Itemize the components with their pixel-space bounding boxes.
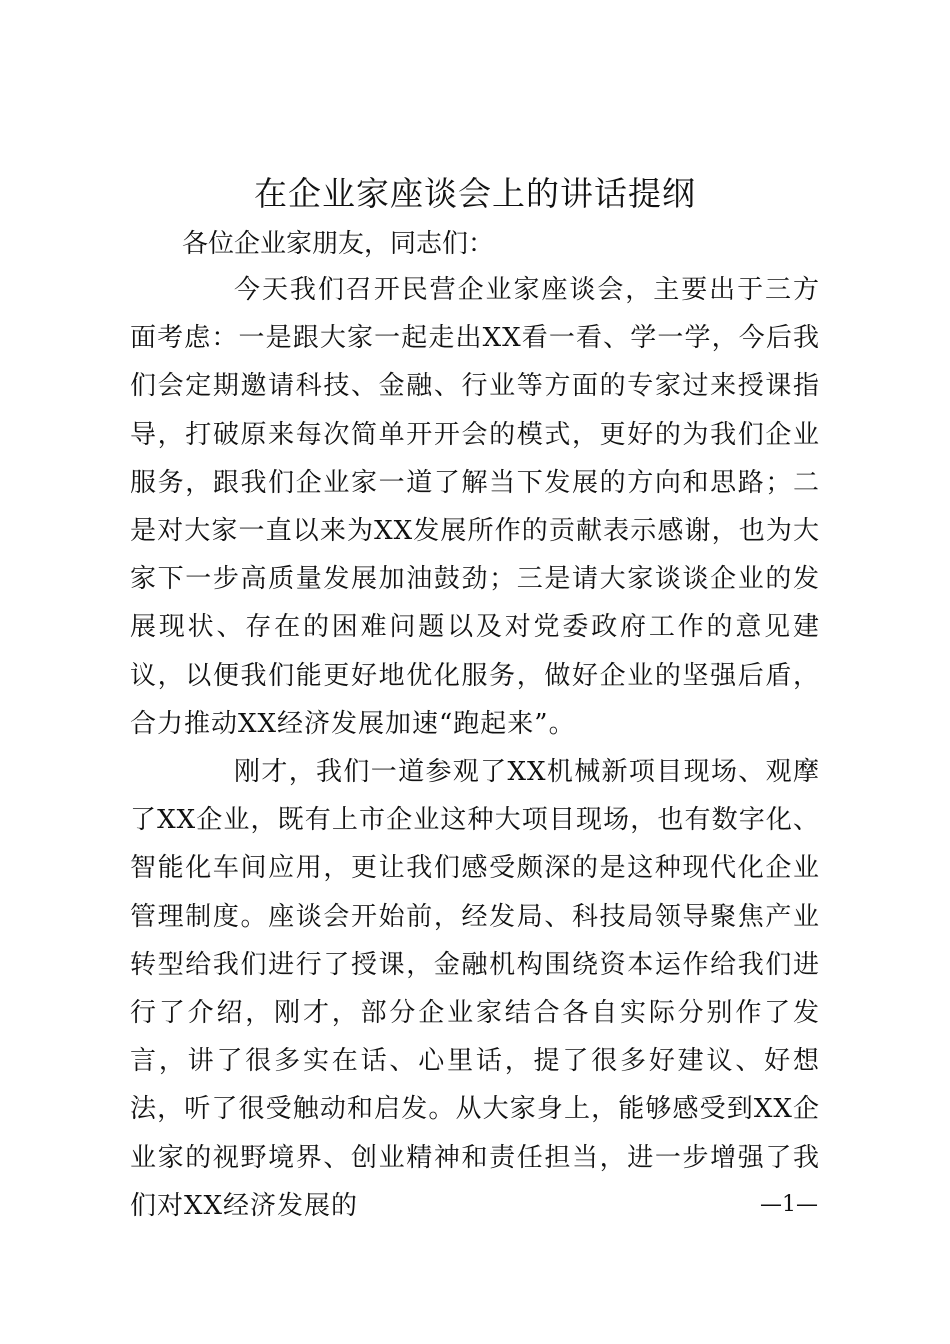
document-title: 在企业家座谈会上的讲话提纲 (254, 174, 696, 213)
paragraph-2: 刚才，我们一道参观了XX机械新项目现场、观摩了XX企业，既有上市企业这种大项目现场，也有数字化、智能化车间应用，更让我们感受颇深的是这种现代化企业管理制度。座谈会开始前，经发局、科技局领导聚焦产业转型给我们进行了授课，金融机构围绕资本运作给我们进行了介绍，刚才，部分企业家结合各自实际分别作了发言，讲了很多实在话、心里话，提了很多好建议、好想法，听了很受触动和启发。从大家身上，能够感受到XX企业家的视野境界、创业精神和责任担当，进一步增强了我们对XX经济发展的 (130, 757, 820, 1221)
document-body (130, 266, 820, 1230)
paragraph-1: 今天我们召开民营企业家座谈会，主要出于三方面考虑：一是跟大家一起走出XX看一看、学一学，今后我们会定期邀请科技、金融、行业等方面的专家过来授课指导，打破原来每次简单开开会的模式，更好的为我们企业服务，跟我们企业家一道了解当下发展的方向和思路；二是对大家一直以来为XX发展所作的贡献表示感谢，也为大家下一步高质量发展加油鼓劲；三是请大家谈谈企业的发展现状、存在的困难问题以及对党委政府工作的意见建议，以便我们能更好地优化服务，做好企业的坚强后盾，合力推动XX经济发展加速“跑起来”。 (130, 275, 820, 739)
page-number: —1— (760, 1192, 818, 1217)
salutation: 各位企业家朋友，同志们： (182, 229, 495, 259)
